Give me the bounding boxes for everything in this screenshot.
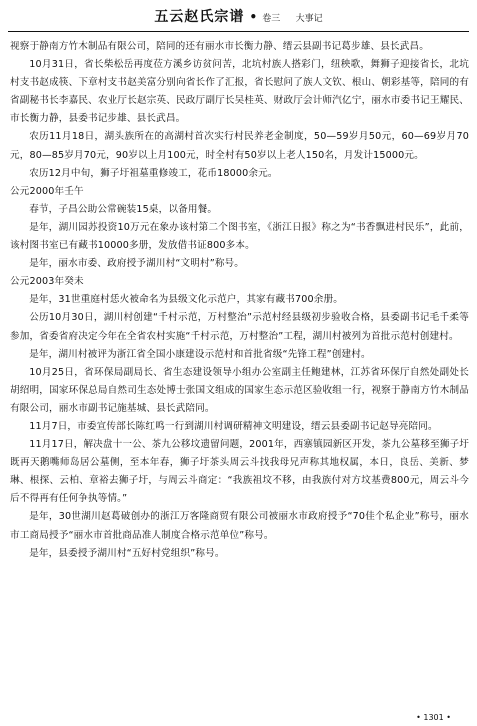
page-header: [0, 6, 477, 30]
paragraph: 是年，县委授予湖川村“五好村党组织”称号。: [29, 547, 225, 559]
paragraph: 是年，30世湖川赵葛破创办的浙江万客隆商贸有限公司被丽水市政府授予“70佳个私企业”称号，丽水市工商局授予“丽水市首批商品准人制度合格示范单位”称号。: [10, 511, 469, 541]
paragraph: 农历11月18日，湖头族所在的高湖村首次实行村民养老金制度，50—59岁月50元，60—69岁月70元，80—85岁月70元，90岁以上月100元，时全村有50岁以上老人150名，月发计15000元。: [10, 131, 469, 161]
book-title: 五云赵氏宗谱: [154, 9, 245, 25]
paragraph: 是年，31世重庭村恁火被命名为县级文化示范户，其家有藏书700余册。: [29, 294, 344, 306]
header-separator: •: [249, 10, 258, 24]
paragraph: 11月7日，市委宣传部长陈红鸣一行到湖川村调研精神文明建设，缙云县委副书记赵导亮陪同。: [29, 420, 438, 432]
paragraph: 春节，子昌公助公常碗装15桌，以备用餐。: [29, 203, 218, 215]
paragraph: 是年，丽水市委、政府授予湖川村“文明村”称号。: [29, 258, 245, 270]
paragraph: 是年，湖川园苏投资10万元在象办该村第二个图书室，《浙江日报》称之为“书香飘进村民乐”，此前，该村图书室已有藏书10000多册，发放借书证800多本。: [10, 221, 469, 252]
section-label: 大事记: [295, 14, 323, 24]
header-rule: [8, 31, 469, 32]
year-heading: 公元2000年壬午: [10, 185, 84, 197]
paragraph: 11月17日，解决盘十一公、茶九公移坟遗留问题，2001年，西寨镇园新区开发，茶九公墓移至狮子圩既再天鹅嘴师岛居公墓侧，至本年春，狮子圩茶头周云斗找我母兄声称其地权属，本日，良岳、美新、梦琳、根探、云柏、章裕去狮子圩，与周云斗商定：“我族祖坟不移，由我族付对方坟基费800元，周云斗今后不得再有任何争执等情。”: [10, 439, 469, 505]
paragraph: 是年，湖川村被评为浙江省全国小康建设示范村和首批省级“先锋工程”创建村。: [29, 348, 371, 360]
page-body: [10, 38, 469, 563]
paragraph: 视察于静南方竹木制品有限公司，陪同的还有丽水市长衡力静、缙云县副书记葛步雄、县长武昌。: [10, 41, 429, 52]
paragraph: 10月31日，省长柴松岳再度莅方溪乡访贫问苦，北坑村族人搭彩门，纽秧歌，舞狮子迎接省长，北坑村支书赵成筷、下章村支书赵美富分别向省长作了汇报，省长慰问了族人文钦、根山、朝彩基等，陪同的有省副秘书长李嘉民、农业厅长赵宗英、民政厅副厅长吴桂英、财政厅会计师汽亿宁，丽水市委书记王耀民、市长衡力静，县委书记步雄、县长武昌。: [10, 59, 469, 125]
year-heading: 公元2003年癸未: [10, 276, 84, 288]
paragraph: 10月25日，省环保局副局长、省生态建设领导小组办公室副主任鲍建林，江苏省环保厅自然处副处长胡绍明，国家环保总局自然司生态处博士张国文组成的国家生态示范区验收组一行，视察于静南方竹木制品有限公司，丽水市副书记施基城、县长武陪同。: [10, 366, 469, 414]
volume-label: 卷三: [262, 14, 281, 24]
paragraph: 公历10月30日，湖川村创建“千村示范，万村整治”示范村经县级初步验收合格，县委副书记毛千柔等参加，省委省府决定今年在全省农村实施“千村示范，万村整治”工程，湖川村被列为首批示范村创建村。: [10, 312, 469, 342]
page-number: • 1301 •: [416, 713, 451, 722]
paragraph: 农历12月中旬，狮子圩祖墓重修竣工，花币18000余元。: [29, 167, 278, 179]
